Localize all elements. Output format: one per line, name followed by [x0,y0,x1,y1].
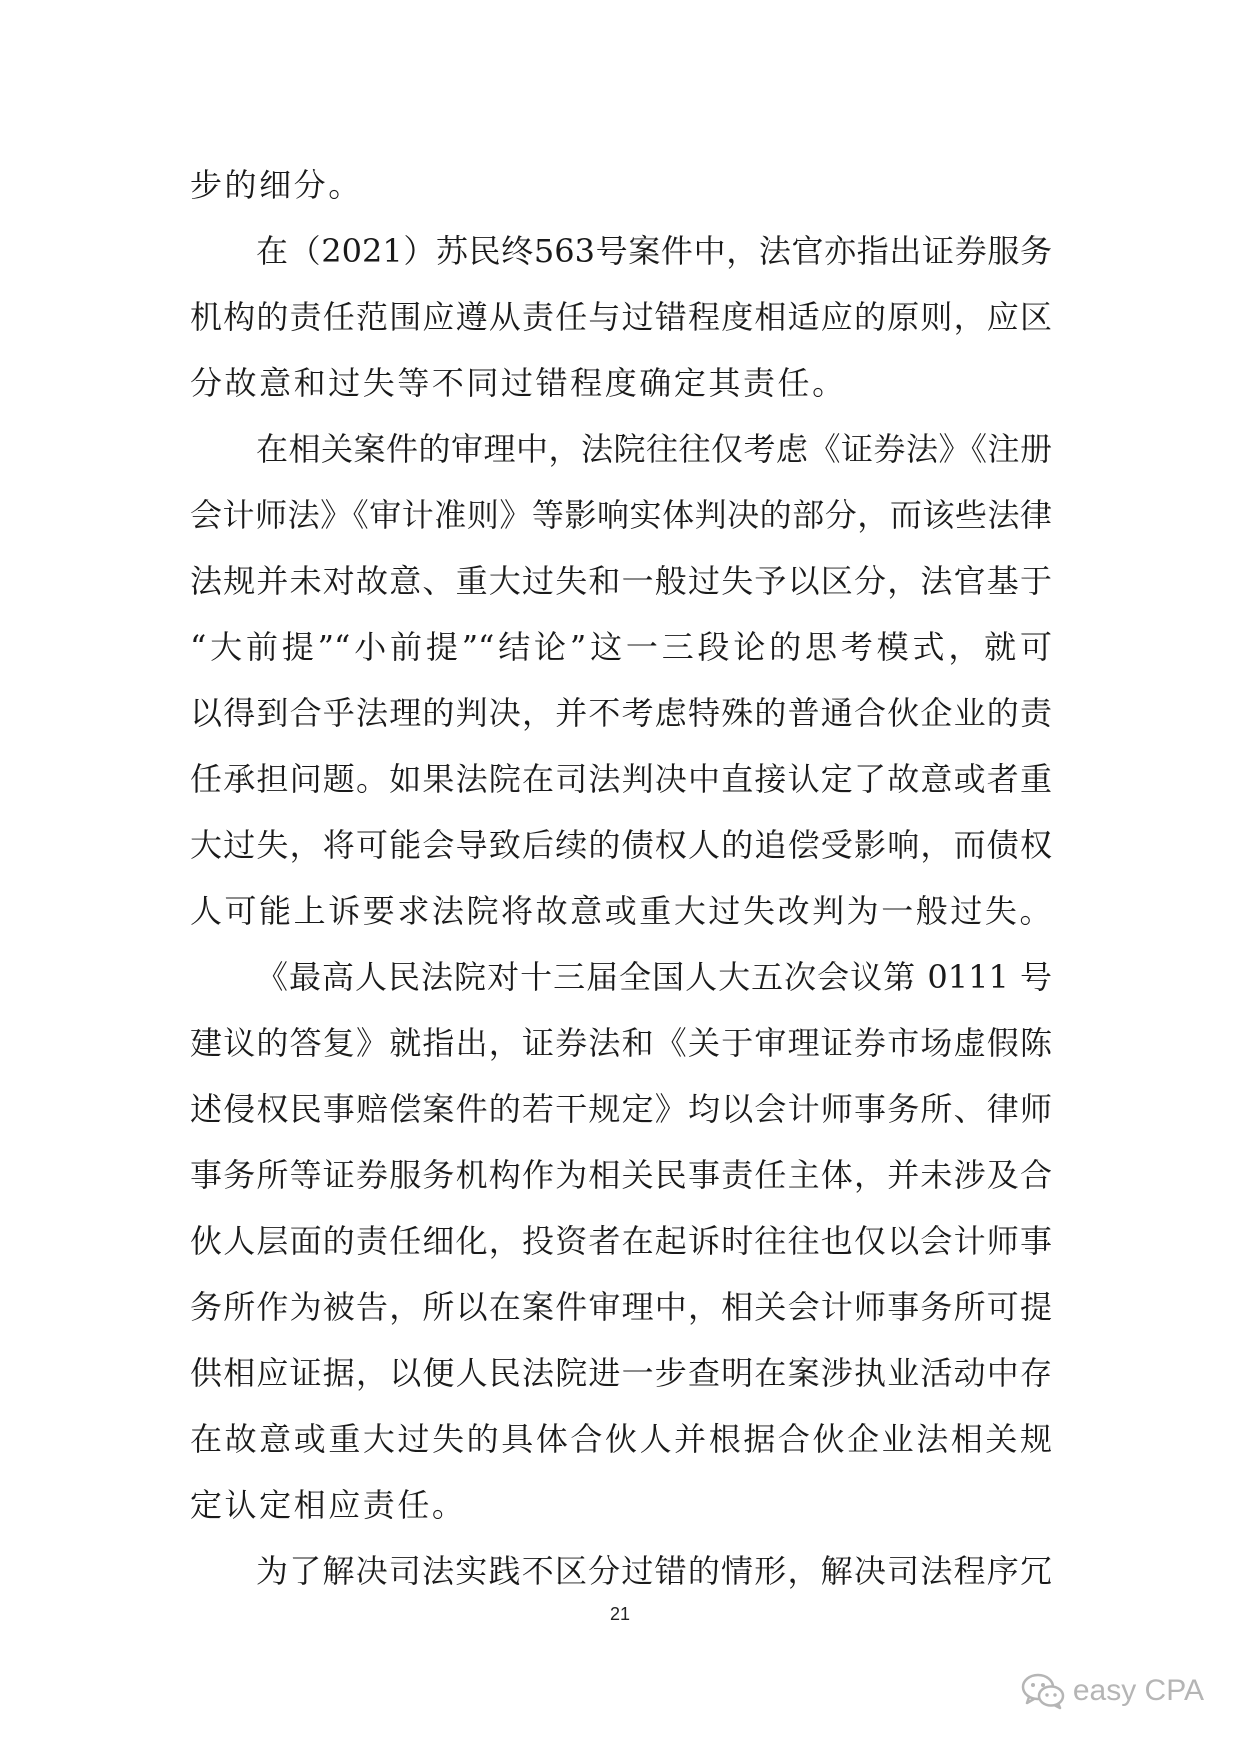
text-line: “大前提”“小前提”“结论”这一三段论的思考模式，就可 [190,628,1052,666]
text-line: 法规并未对故意、重大过失和一般过失予以区分，法官基于 [190,562,1052,600]
text-line: 在故意或重大过失的具体合伙人并根据合伙企业法相关规 [190,1420,1052,1458]
text-line: 人可能上诉要求法院将故意或重大过失改判为一般过失。 [190,892,1055,930]
text-line: 在（2021）苏民终563号案件中，法官亦指出证券服务 [256,232,1052,270]
watermark-label: easy CPA [1072,1674,1204,1707]
body-text [190,152,1055,1604]
text-line: 《最高人民法院对十三届全国人大五次会议第 0111 号 [256,958,1052,996]
wechat-icon [1021,1672,1065,1710]
text-line: 定认定相应责任。 [190,1486,467,1524]
text-line: 供相应证据，以便人民法院进一步查明在案涉执业活动中存 [190,1354,1052,1392]
text-line: 以得到合乎法理的判决，并不考虑特殊的普通合伙企业的责 [190,694,1052,732]
page-number: 21 [609,1604,631,1624]
text-line: 任承担问题。如果法院在司法判决中直接认定了故意或者重 [190,760,1052,798]
watermark [1021,1672,1204,1710]
text-line: 述侵权民事赔偿案件的若干规定》均以会计师事务所、律师 [190,1090,1052,1128]
text-line: 建议的答复》就指出，证券法和《关于审理证券市场虚假陈 [190,1024,1052,1062]
text-line: 务所作为被告，所以在案件审理中，相关会计师事务所可提 [190,1288,1052,1326]
text-line: 为了解决司法实践不区分过错的情形，解决司法程序冗 [256,1552,1052,1590]
text-line: 步的细分。 [190,166,363,204]
text-line: 会计师法》《审计准则》等影响实体判决的部分，而该些法律 [190,496,1052,534]
text-line: 分故意和过失等不同过错程度确定其责任。 [190,364,847,402]
text-line: 大过失，将可能会导致后续的债权人的追偿受影响，而债权 [190,826,1052,864]
text-line: 伙人层面的责任细化，投资者在起诉时往往也仅以会计师事 [190,1222,1052,1260]
text-line: 机构的责任范围应遵从责任与过错程度相适应的原则，应区 [190,298,1052,336]
text-line: 事务所等证券服务机构作为相关民事责任主体，并未涉及合 [190,1156,1052,1194]
text-line: 在相关案件的审理中，法院往往仅考虑《证券法》《注册 [256,430,1052,468]
